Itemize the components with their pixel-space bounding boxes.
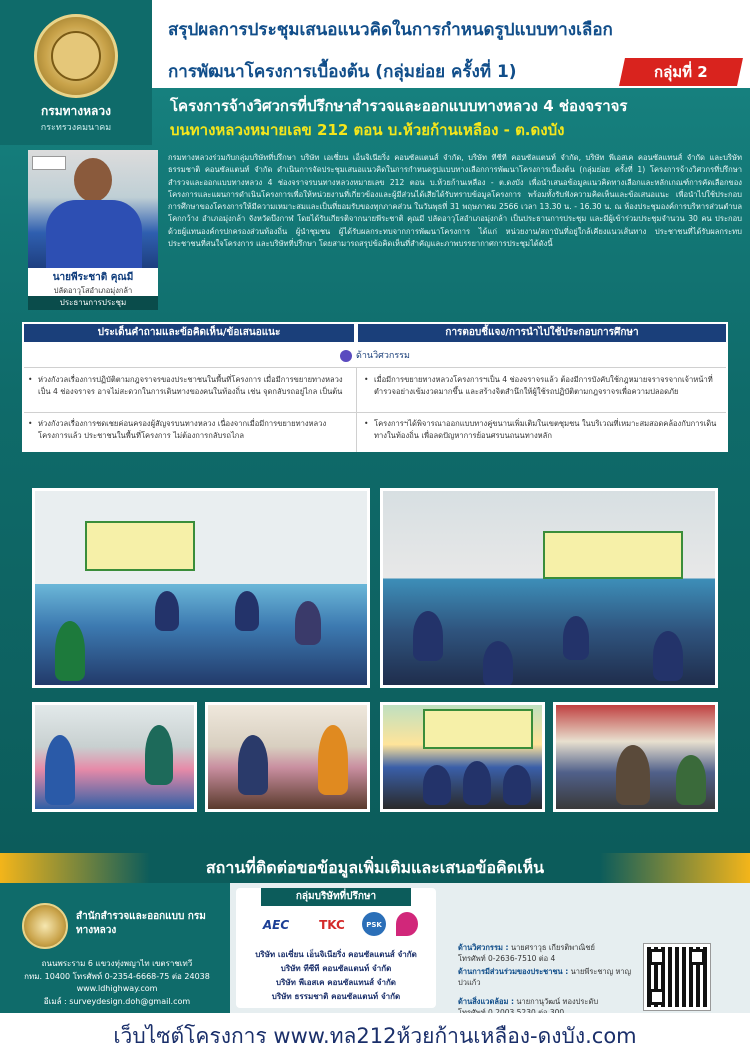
- department-logo-panel: [0, 0, 152, 145]
- office-name: สำนักสำรวจและออกแบบ กรมทางหลวง: [76, 911, 206, 936]
- table-row-2-answer: • โครงการฯได้พิจารณาออกแบบทางคู่ขนานเพิ่มเติมในเขตชุมชน ในบริเวณที่เหมาะสมสอดคล้องกับการเดินทางในท้องถิ่น เพื่อลดปัญหาการย้อนศรบนถนนทางหลัก: [364, 418, 720, 442]
- department-name: กรมทางหลวง: [41, 104, 111, 118]
- comments-table: [22, 322, 728, 452]
- chairperson-name: นายพีระชาติ คุณมี: [52, 272, 134, 283]
- chairperson-photo: [28, 150, 158, 268]
- table-row-1-answer: • เมื่อมีการขยายทางหลวงโครงการฯเป็น 4 ช่องจราจรแล้ว ต้องมีการบังคับใช้กฎหมายจราจรจากเจ้าหน้าที่ตำรวจอย่างเข้มงวดมากขึ้น และสร้างจิตสำนึกให้ผู้ใช้รถปฏิบัติตามกฎจราจรเพื่อความปลอดภัย: [364, 374, 720, 398]
- meeting-photo-1: [32, 488, 370, 688]
- table-row-divider: [24, 412, 726, 413]
- meeting-photo-5: [380, 702, 545, 812]
- table-divider: [356, 368, 357, 452]
- thammachart-logo-icon: [396, 912, 418, 936]
- footer-seal-icon: [22, 903, 68, 949]
- consultant-logos: [246, 912, 426, 938]
- meeting-summary: กรมทางหลวงร่วมกับกลุ่มบริษัทที่ปรึกษา บริษัท เอเซี่ยน เอ็นจิเนียริ่ง คอนซัลแตนส์ จำกัด, บริษัท ทีซีที คอนซัลแตนท์ จำกัด, บริษัท พีเอสเค คอนซัลแทนส์ จำกัด และบริษัท ธรรมชาติ คอนซัลแตนท์ จำกัด ดำเนินการจัดประชุมเสนอแนวคิดในการกำหนดรูปแบบทางเลือกการพัฒนาโครงการเบื้องต้น (กลุ่มย่อย ครั้งที่ 1) โครงการจ้างวิศวกรที่ปรึกษาสำรวจและออกแบบทางหลวง 4 ช่องจราจรบนทางหลวงหมายเลข 212 ตอน บ.ห้วยก้านเหลือง - ต.ดงบัง เพื่อนำเสนอข้อมูลแนวคิดทางเลือกและหลักเกณฑ์การคัดเลือกของโครงการและแผนการดำเนินโครงการเพื่อให้หน่วยงานที่เกี่ยวข้องและผู้มีส่วนได้เสียได้รับทราบข้อมูลโครงการ พร้อมทั้งรับฟังความคิดเห็นและข้อเสนอแนะ เพื่อนำไปใช้ประกอบการศึกษาของโครงการให้มีความเหมาะสมและเป็นที่ยอมรับของทุกภาคส่วน ในวันพุธที่ 31 พฤษภาคม 2566 เวลา 13.30 น. - 16.30 น. ณ ห้องประชุมองค์การบริหารส่วนตำบลโคกกว้าง อำเภอมุ่งกล้า จังหวัดบึงกาฬ โดยได้รับเกียรติจากนายพีระชาติ คุณมี ปลัดอาวุโสอำเภอมุ่งกล้า เป็นประธานการประชุม และมีผู้เข้าร่วมประชุมจำนวน 30 คน ประกอบด้วยผู้แทนองค์กรปกครองส่วนท้องถิ่น ผู้นำชุมชน ผู้ได้รับผลกระทบจากการพัฒนาโครงการ ได้แก่ หน่วยงาน/สถาบันที่อยู่ใกล้เคียงแนวเส้นทาง ประชาชนที่ได้รับผลกระทบ ประชาชนที่สนใจโครงการ และบริษัทที่ปรึกษา โดยสามารถสรุปข้อคิดเห็นที่สำคัญและภาพบรรยากาศการประชุมได้ดังนี้: [168, 153, 742, 249]
- psk-logo-icon: PSK: [362, 912, 386, 936]
- meeting-photo-6: [553, 702, 718, 812]
- page-title-line2: การพัฒนาโครงการเบื้องต้น (กลุ่มย่อย ครั้งที่ 1): [168, 62, 517, 82]
- chairperson-role: ประธานการประชุม: [28, 296, 158, 310]
- page-title-line1: สรุปผลการประชุมเสนอแนวคิดในการกำหนดรูปแบบทางเลือก: [168, 20, 613, 40]
- office-address: ถนนพระราม 6 แขวงทุ่งพญาไท เขตราชเทวี กทม. 10400 โทรศัพท์ 0-2354-6668-75 ต่อ 24038 www.ldhighway.com อีเมล์ : surveydesign.doh@gmail.com: [24, 959, 210, 1006]
- meeting-photo-2: [380, 488, 718, 688]
- consultant-group-label: กลุ่มบริษัทที่ปรึกษา: [261, 888, 411, 906]
- contact-persons: ด้านวิศวกรรม : นายศราวุธ เกียรติพาณิชย์ โทรศัพท์ 0-2636-7510 ต่อ 4 ด้านการมีส่วนร่วมของประชาชน : นายพีระชาญ หาญปวแก้ว ด้านสิ่งแวดล้อม : นายกานุวัฒน์ ทองประดับ: [458, 943, 632, 1006]
- meeting-photo-4: [205, 702, 370, 812]
- table-row-1-question: • ห่วงกังวลเรื่องการปฏิบัติตามกฎจราจรของประชาชนในพื้นที่โครงการ เมื่อมีการขยายทางหลวงเป็น 4 ช่องจราจร อาจไม่สะดวกในการเดินทางของคนในท้องถิ่น เช่น จุดกลับรถอยู่ไกล เป็นต้น: [28, 374, 346, 398]
- consultant-companies: บริษัท เอเซี่ยน เอ็นจิเนียริ่ง คอนซัลแตนส์ จำกัด บริษัท ทีซีที คอนซัลแตนท์ จำกัด บริษัท พีเอสเค คอนซัลแทนส์ จำกัด บริษัท ธรรมชาติ คอนซัลแตนท์ จำกัด: [255, 950, 417, 1001]
- contact-section-title: สถานที่ติดต่อขอข้อมูลเพิ่มเติมและเสนอข้อคิดเห็น: [0, 853, 750, 883]
- department-seal-icon: [34, 14, 118, 98]
- aec-logo-icon: AEC: [262, 918, 290, 932]
- ministry-name: กระทรวงคมนาคม: [40, 123, 112, 133]
- tkc-logo-icon: TKC: [319, 918, 345, 932]
- table-header-responses: การตอบชี้แจง/การนำไปใช้ประกอบการศึกษา: [358, 324, 726, 342]
- project-website[interactable]: เว็บไซต์โครงการ www.ทล212ห้วยก้านเหลือง-ดงบัง.com: [0, 1013, 750, 1060]
- chairperson-position: ปลัดอาวุโสอำเภอมุ่งกล้า: [53, 286, 133, 295]
- chairperson-name-card: [28, 268, 158, 296]
- table-section-engineering: ด้านวิศวกรรม: [24, 344, 726, 368]
- project-title-line2: บนทางหลวงหมายเลข 212 ตอน บ.ห้วยก้านเหลือง - ต.ดงบัง: [170, 121, 565, 139]
- meeting-photo-3: [32, 702, 197, 812]
- group-badge: กลุ่มที่ 2: [619, 58, 743, 86]
- table-row-2-question: • ห่วงกังวลเรื่องการชดเชยค่อนครองผู้สัญจรบนทางหลวง เนื่องจากเมื่อมีการขยายทางหลวงโครงการแล้ว ประชาชนในพื้นที่โครงการ ไม่ต้องการกลับรถไกล: [28, 418, 346, 442]
- project-title-line1: โครงการจ้างวิศวกรที่ปรึกษาสำรวจและออกแบบทางหลวง 4 ช่องจราจร: [170, 97, 628, 115]
- qr-code-icon[interactable]: [644, 944, 710, 1010]
- table-header-questions: ประเด็นคำถามและข้อคิดเห็น/ข้อเสนอแนะ: [24, 324, 354, 342]
- engineer-icon: [340, 350, 352, 362]
